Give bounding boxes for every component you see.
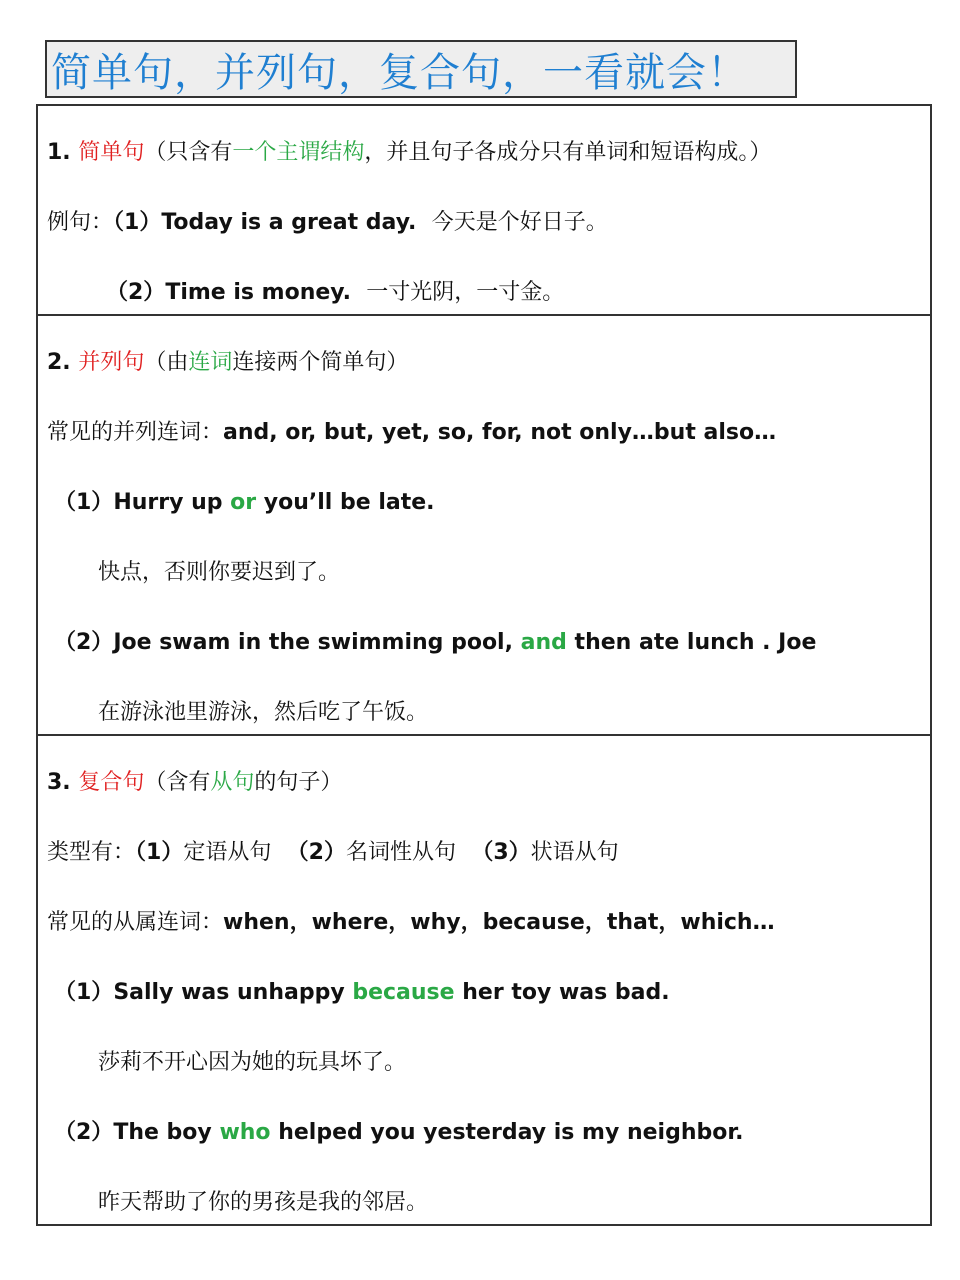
section1-heading: 简单句 xyxy=(78,140,145,165)
section2-ex1-cn: 快点，否则你要迟到了。 xyxy=(98,560,341,585)
section3-ex1-cn: 莎莉不开心因为她的玩具坏了。 xyxy=(98,1050,407,1075)
section1-ex2-cn: 一寸光阴，一寸金。 xyxy=(366,280,565,305)
section1-heading-line xyxy=(47,138,771,168)
section3-conj-label: 常见的从属连词： xyxy=(47,910,224,935)
section2-example1 xyxy=(54,488,435,518)
section3-ex2-post: helped you yesterday is my neighbor. xyxy=(270,1120,744,1145)
section3-ex1-pre: Sally was unhappy xyxy=(113,980,353,1005)
section-complex-sentence xyxy=(36,734,932,1226)
section1-example2 xyxy=(106,278,564,308)
section2-conj-label: 常见的并列连词： xyxy=(47,420,224,445)
section1-ex1-num: （1） xyxy=(113,210,162,235)
section1-example1 xyxy=(47,208,608,238)
section2-ex2-highlight: and xyxy=(520,630,567,655)
section2-ex1-pre: Hurry up xyxy=(113,490,231,515)
section3-ex2-cn: 昨天帮助了你的男孩是我的邻居。 xyxy=(98,1190,429,1215)
section3-number: 3. xyxy=(47,770,71,795)
section2-desc-pre: （由 xyxy=(144,350,189,375)
section1-desc-highlight: 一个主谓结构 xyxy=(232,140,365,165)
section2-ex2-pre: Joe swam in the swimming pool, xyxy=(113,630,521,655)
section3-heading: 复合句 xyxy=(78,770,145,795)
section1-ex2-num: （2） xyxy=(106,280,166,305)
section1-ex2-en: Time is money. xyxy=(165,280,351,305)
section3-example1 xyxy=(54,978,670,1008)
section3-desc-post: 的句子） xyxy=(254,770,343,795)
section2-conjunctions xyxy=(47,418,776,448)
section3-types xyxy=(47,838,619,868)
section2-ex2-num: （2） xyxy=(54,630,114,655)
section3-conjunctions xyxy=(47,908,775,938)
section2-heading: 并列句 xyxy=(78,350,145,375)
section-simple-sentence xyxy=(36,104,932,316)
section-compound-sentence xyxy=(36,314,932,736)
section3-type3: 状语从句 xyxy=(530,840,619,865)
section3-type1: 定语从句 xyxy=(183,840,272,865)
section3-ex1-post: her toy was bad. xyxy=(454,980,670,1005)
section1-desc-pre: （只含有 xyxy=(144,140,233,165)
section1-ex1-cn: 今天是个好日子。 xyxy=(431,210,608,235)
section2-desc-post: 连接两个简单句） xyxy=(232,350,409,375)
section3-types-label: 类型有： xyxy=(47,840,136,865)
page-title: 简单句，并列句，复合句，一看就会！ xyxy=(51,49,748,96)
section1-examples-label: 例句： xyxy=(47,210,114,235)
section3-ex1-highlight: because xyxy=(352,980,455,1005)
section3-desc-pre: （含有 xyxy=(144,770,211,795)
section2-number: 2. xyxy=(47,350,71,375)
section3-type1-num: （1） xyxy=(135,840,184,865)
section3-ex1-num: （1） xyxy=(54,980,114,1005)
section3-example2 xyxy=(54,1118,743,1148)
section3-type2-num: （2） xyxy=(286,840,346,865)
section3-ex2-pre: The boy xyxy=(113,1120,220,1145)
section2-ex1-highlight: or xyxy=(230,490,257,515)
section3-ex2-highlight: who xyxy=(219,1120,271,1145)
section3-type3-num: （3） xyxy=(471,840,531,865)
section2-conj-list: and, or, but, yet, so, for, not only…but also… xyxy=(223,420,777,445)
section2-ex2-post: then ate lunch . Joe xyxy=(566,630,817,655)
section1-ex1-en: Today is a great day. xyxy=(161,210,417,235)
section3-heading-line xyxy=(47,768,342,798)
section1-desc-post: ，并且句子各成分只有单词和短语构成。） xyxy=(364,140,772,165)
section2-desc-highlight: 连词 xyxy=(188,350,233,375)
section2-example2 xyxy=(54,628,816,658)
section3-ex2-num: （2） xyxy=(54,1120,114,1145)
section2-heading-line xyxy=(47,348,408,378)
section2-ex1-post: you’ll be late. xyxy=(256,490,435,515)
section3-desc-highlight: 从句 xyxy=(210,770,255,795)
section3-conj-list: when，where，why，because，that，which… xyxy=(223,910,775,935)
section3-type2: 名词性从句 xyxy=(345,840,456,865)
section1-number: 1. xyxy=(47,140,71,165)
section2-ex1-num: （1） xyxy=(54,490,114,515)
section2-ex2-cn: 在游泳池里游泳，然后吃了午饭。 xyxy=(98,700,429,725)
title-banner xyxy=(45,40,797,98)
